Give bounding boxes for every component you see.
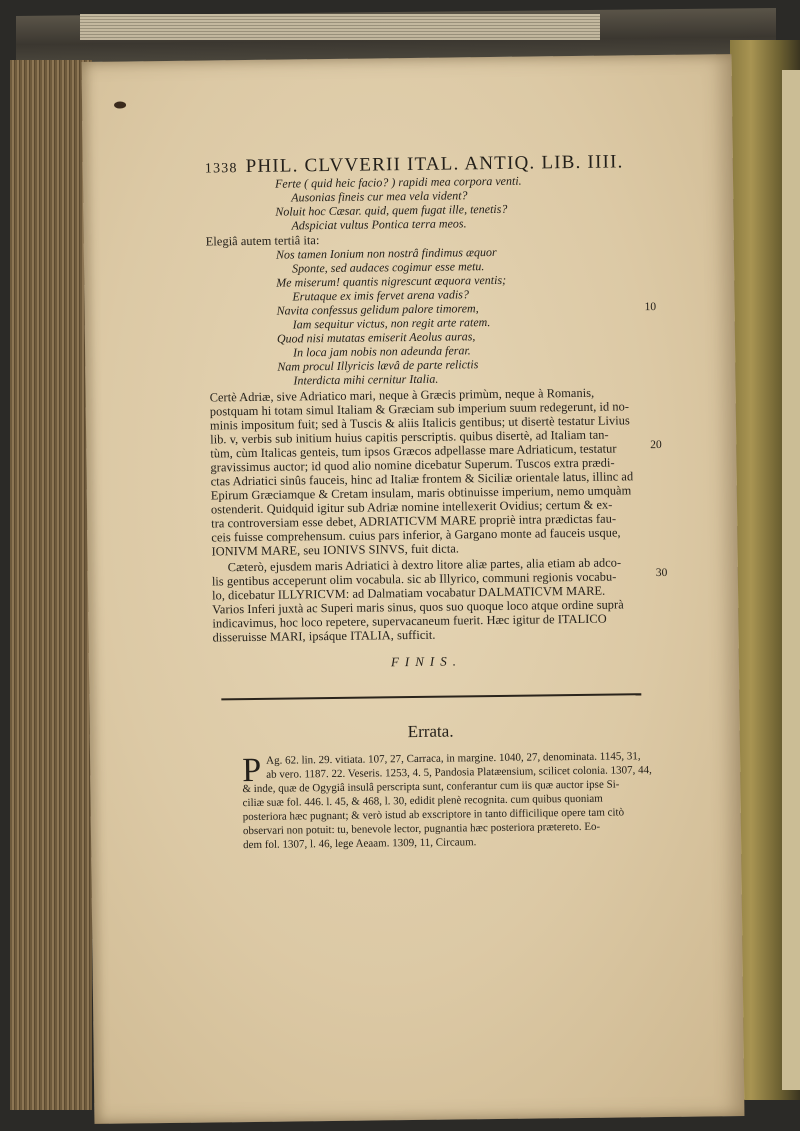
- book-page: [82, 54, 745, 1124]
- body-line: ceis fuisse comprehensum. cuius pars inferior, à Gargano monte ad fauceis usque,: [211, 525, 621, 545]
- errata-line: ab vero. 1187. 22. Veseris. 1253, 4. 5, Pandosia Platæensium, scilicet colonia. 1307, 44,: [266, 764, 652, 781]
- verse-line: Ausonias fineis cur mea vela vident?: [291, 188, 468, 205]
- body-line: postquam hi totam simul Italiam & Græciam sub imperium suum redegerunt, id no-: [209, 399, 630, 419]
- margin-line-number: 20: [650, 438, 662, 452]
- verse-line: Noluit hoc Cæsar. quid, quem fugat ille, tenetis?: [275, 201, 508, 219]
- body-line: ctas Adriatici sinûs fauceis, hinc ad Italiæ frontem & Siciliæ orientale latus, illinc ad: [210, 469, 634, 489]
- body-line: gravissimus auctor; id quod alio nomine dicebatur Superum. Tuscos extra prædi-: [210, 455, 615, 475]
- body-line: tùm, cùm Italicas genteis, tum ipsos Græcos adpellasse mare Adriaticum, testatur: [210, 441, 617, 461]
- errata-line: dem fol. 1307, l. 46, lege Aeaam. 1309, 11, Circaum.: [243, 836, 477, 852]
- horizontal-rule: [221, 693, 641, 700]
- facing-page-edge: [782, 70, 800, 1090]
- body-line: minis impositum fuit; sed à Tuscis & aliis Italicis gentibus; ut disertè testatur Livius: [209, 413, 630, 433]
- errata-line: & inde, quæ de Ogygiâ insulâ perscripta sunt, conferantur cum iis quæ auctor ipse Si-: [242, 778, 620, 796]
- body-line: tra controversiam esse debet, ADRIATICVM MARE propriè intra prædictas fau-: [211, 511, 617, 531]
- errata-line: observari non potuit: tu, benevole lector, pugnantia hæc posteriora prætereto. Eo-: [242, 820, 601, 838]
- errata-line: ciliæ suæ fol. 446. l. 45, & 468, l. 30, edidit plenè recognita. cum quibus quoniam: [242, 792, 603, 810]
- body-line: lib. v, verbis sub initium huius capitis perscriptis. quibus disertè, ad Italiam tan-: [210, 427, 609, 447]
- errata-title: Errata.: [407, 721, 454, 742]
- body-line: lis gentibus acceperunt olim vocabula. sic ab Illyrico, communi regionis vocabu-: [211, 569, 617, 589]
- errata-dropcap: P: [241, 751, 262, 790]
- verse-line: Me miserum! quantis nigrescunt æquora ventis;: [276, 272, 507, 290]
- body-line: Epirum Græciamque & Cretam insulam, maris obtinuisse imperium, nemo umquàm: [210, 483, 632, 503]
- body-line: Cæterò, ejusdem maris Adriatici à dextro litore aliæ partes, alia etiam ab adco-: [227, 555, 622, 575]
- body-line: disseruisse MARI, ipsáque ITALIA, sufficit.: [212, 627, 436, 645]
- verse-line: Sponte, sed audaces cogimur esse metu.: [291, 259, 485, 276]
- body-line: IONIVM MARE, seu IONIVS SINVS, fuit dicta.: [211, 541, 460, 559]
- verse-line: In loca jam nobis non adeunda ferar.: [293, 343, 471, 360]
- running-title: PHIL. CLVVERII ITAL. ANTIQ. LIB. IIII.: [245, 151, 624, 178]
- verse-line: Erutaque ex imis fervet arena vadis?: [292, 287, 470, 304]
- verse-line: Ferte ( quid heic facio? ) rapidi mea corpora venti.: [274, 173, 522, 191]
- verse-line: Nam procul Illyricis lævâ de parte relictis: [277, 357, 479, 374]
- body-line: Varios Inferi juxtà ac Superi maris sinus, quos suo quoque loco atque ordine suprà: [212, 597, 624, 617]
- intro-line: Elegiâ autem tertiâ ita:: [205, 233, 320, 249]
- verse-line: Adspiciat vultus Pontica terra meos.: [291, 216, 467, 233]
- ink-spot: [114, 101, 126, 108]
- page-fore-edge: [10, 60, 92, 1110]
- verse-line: Iam sequitur victus, non regit arte ratem.: [292, 315, 491, 332]
- page-number: 1338: [204, 161, 238, 177]
- margin-line-number: 10: [644, 301, 657, 314]
- body-line: ostenderit. Quidquid igitur sub Adriæ nomine intellexerit Ovidius; certum & ex-: [210, 497, 613, 517]
- verse-line: Quod nisi mutatas emiserit Aeolus auras,: [276, 329, 476, 346]
- errata-line: posteriora hæc pugnant; & verò istud ab exscriptore in tanto difficilique opere tam citò: [242, 806, 625, 824]
- body-line: indicavimus, hoc loco repetere, supervacaneum fuerit. Hæc igitur de ITALICO: [212, 611, 607, 631]
- verse-line: Navita confessus gelidum palore timorem,: [276, 301, 479, 318]
- finis: FINIS.: [390, 653, 463, 670]
- body-line: Certè Adriæ, sive Adriatico mari, neque à Græcis primùm, neque à Romanis,: [209, 385, 595, 405]
- body-line: lo, dicebatur ILLYRICVM: ad Dalmatiam vocabatur DALMATICVM MARE.: [211, 583, 606, 603]
- errata-line: Ag. 62. lin. 29. vitiata. 107, 27, Carraca, in margine. 1040, 27, denominata. 1145, 31,: [266, 750, 641, 767]
- verse-line: Nos tamen Ionium non nostrâ findimus æquor: [275, 244, 497, 262]
- top-page-edges: [80, 14, 600, 40]
- verse-line: Interdicta mihi cernitur Italia.: [293, 371, 439, 388]
- margin-line-number: 30: [655, 566, 668, 580]
